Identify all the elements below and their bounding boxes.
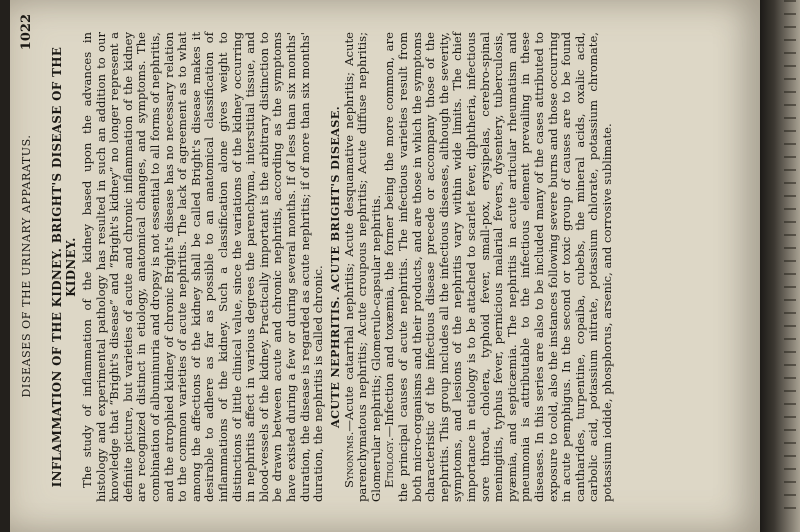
etiology-paragraph: [383, 32, 614, 502]
intro-paragraph: The study of inflammation of the kidney based upon the advances in histology and experimental pathology has resulted in such an addition to our knowledge that “Bright's disease” and “Bright's kidney” no longer represent a definite picture, but varieties of acute and chronic inflammation of the kidney are recognized distinct in etiology, anatomical changes, and symptoms. The combination of albuminuria and dropsy is not essential to all forms of nephritis, and the atrophied kidney of chronic Bright's disease has no necessary relation to the common varieties of acute nephritis. The lack of agreement as to what among the affections of the kidney shall be called Bright's disease makes it desirable to adhere as far as possible to an anatomical classification of inflammations of the kidney. Such a classification alone gives weight to distinctions of little clinical value, since the variations of the kidney occurring in nephritis affect in various degrees the parenchyma, interstitial tissue, and blood-vessels of the kidney. Practically important is the arbitrary distinction to be drawn between acute and chronic nephritis, according as the symptoms have existed during a few or during several months. If of less than six months' duration, the disease is regarded as acute nephritis; if of more than six months' duration, the nephritis is called chronic.: [80, 32, 326, 502]
page-body: [50, 32, 615, 502]
etiology-text: —Infection and toxæmia, the former being the more common, are the principal causes of acute nephritis. The infectious varieties result from both micro-organisms and their products, and are those in which the symptoms characteristic of the infectious disease precede or accompany those of the nephritis. This group includes all the infectious diseases, although the severity, symptoms, and lesions of the nephritis vary within wide limits. The chief importance in etiology is to be attached to scarlet fever, diphtheria, infectious sore throat, cholera, typhoid fever, small-pox, erysipelas, cerebro-spinal meningitis, typhus fever, pernicious malarial fevers, dysentery, tuberculosis, pyæmia, and septicæmia. The nephritis in acute articular rheumatism and pneumonia is attributable to the infectious element prevailing in these diseases. In this series are also to be included many of the cases attributed to exposure to cold, also the instances following severe burns and those occurring in acute pemphigus. In the second or toxic group of causes are to be found cantharides, turpentine, copaiba, cubebs, the mineral acids, oxalic acid, carbolic acid, potassium nitrate, potassium chlorate, potassium chromate, potassium iodide, phosphorus, arsenic, and corrosive sublimate.: [382, 32, 614, 502]
facing-page-text-fragments: [780, 0, 800, 532]
subsection-title: ACUTE NEPHRITIS. ACUTE BRIGHT'S DISEASE.: [327, 105, 342, 429]
rotated-page-content: [10, 0, 760, 532]
page-header: [10, 0, 36, 532]
page-number: 1022: [19, 14, 34, 51]
running-head: DISEASES OF THE URINARY APPARATUS.: [20, 134, 33, 398]
section-title: INFLAMMATION OF THE KIDNEY. BRIGHT'S DISEASE OF THE KIDNEY.: [50, 46, 78, 488]
synonyms-paragraph: [343, 32, 384, 502]
etiology-label: Etiology.: [382, 437, 397, 488]
synonyms-label: Synonyms.: [341, 431, 356, 488]
synonyms-text: —Acute catarrhal nephritis; Acute desquamative nephritis; Acute parenchymatous nephritis; Acute croupous nephritis; Acute diffuse nephritis; Glomerular nephritis; Glomerulo-capsular nephritis.: [341, 32, 383, 502]
